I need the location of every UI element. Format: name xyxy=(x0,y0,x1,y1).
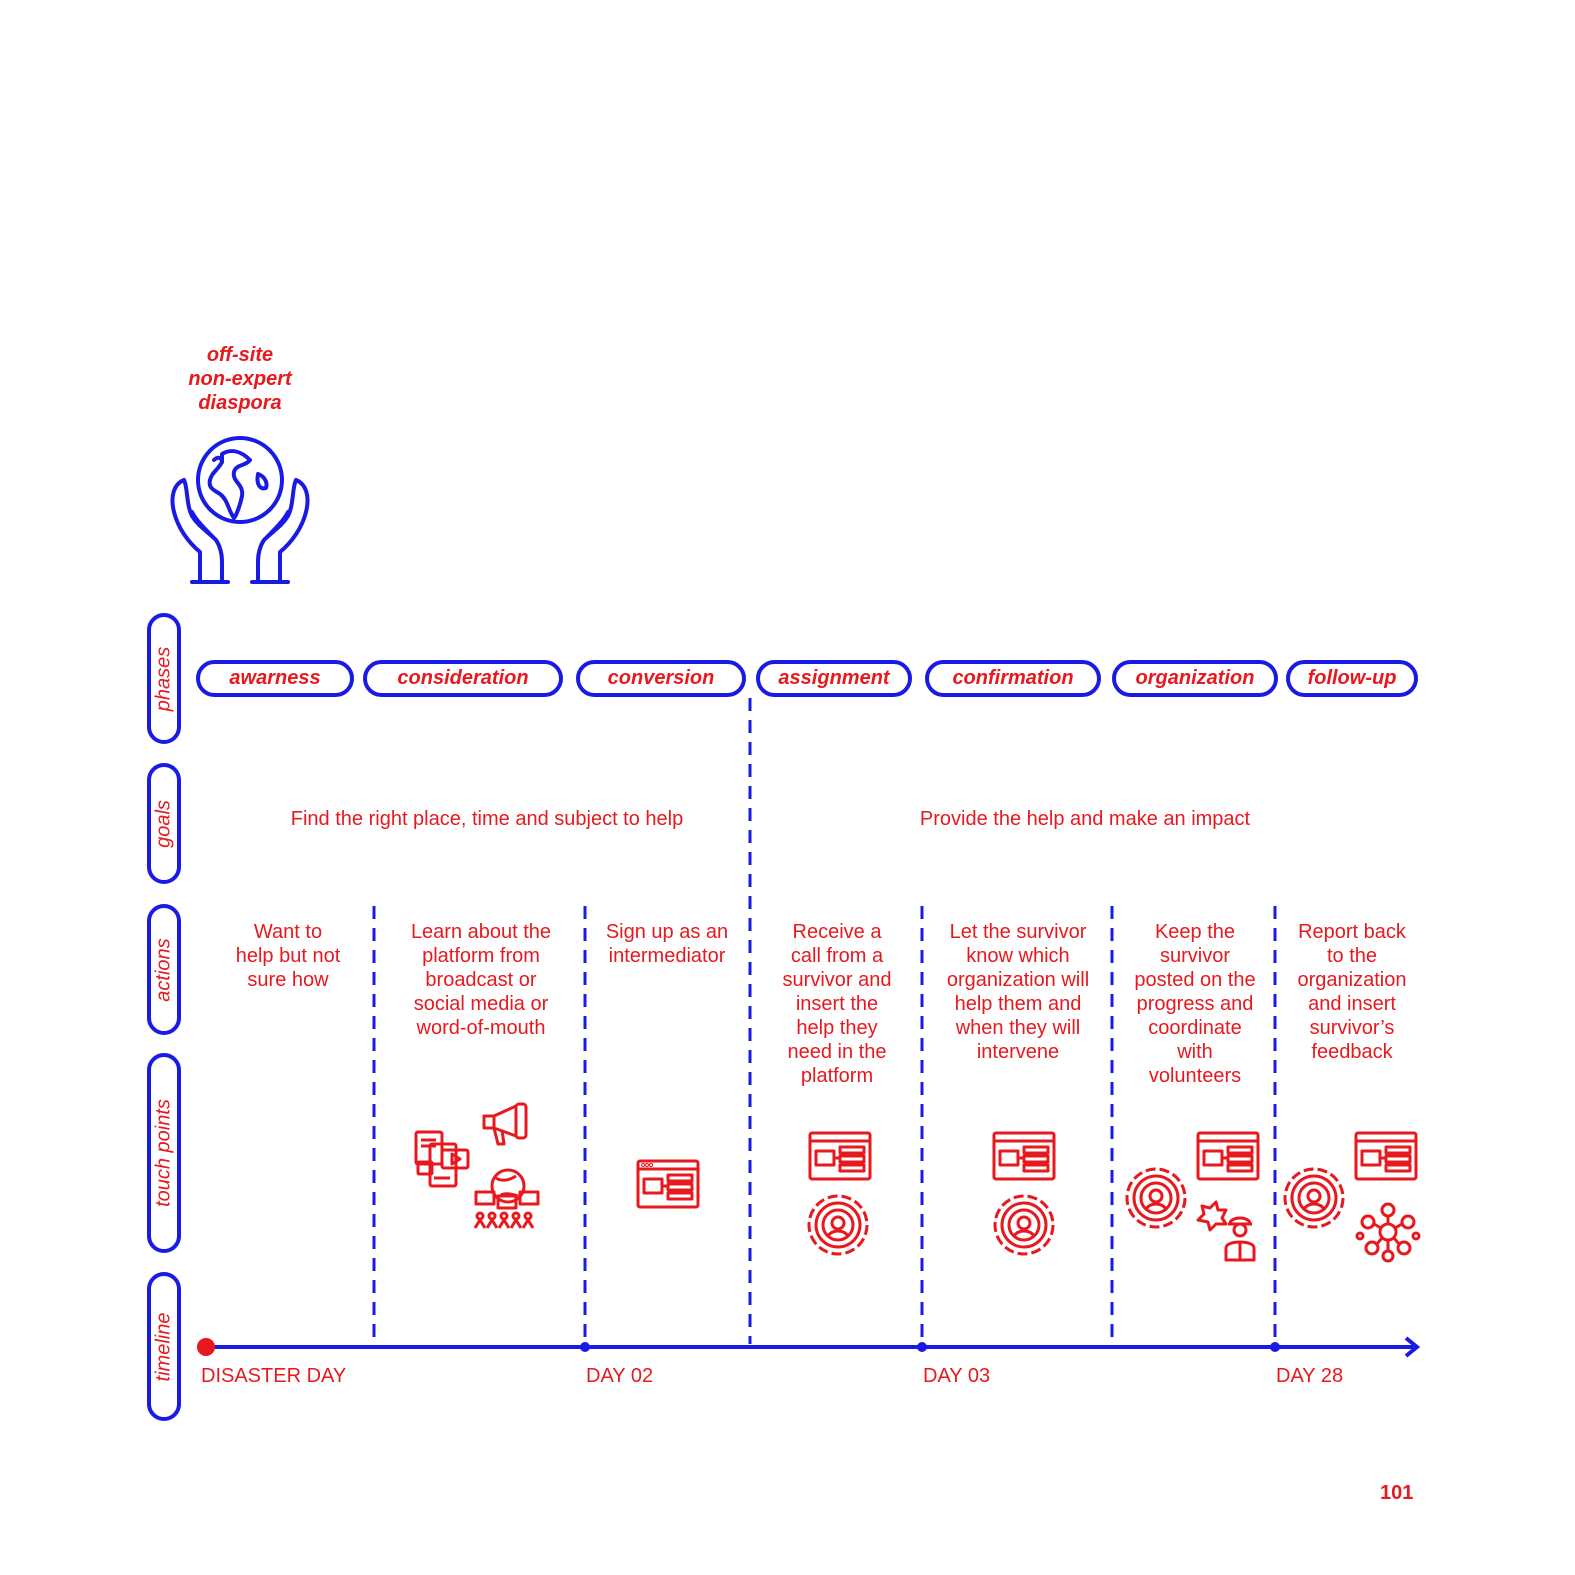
row-label-phases: phases xyxy=(152,646,175,711)
action-line: volunteers xyxy=(1148,1065,1242,1087)
action-line: insert the xyxy=(795,993,879,1015)
timeline-dot xyxy=(1270,1342,1280,1352)
action-line: intervene xyxy=(976,1041,1060,1063)
timeline-dot xyxy=(580,1342,590,1352)
survivor-target-icon xyxy=(1282,1166,1346,1230)
action-line: intermediator xyxy=(608,945,726,967)
web-platform-icon xyxy=(808,1131,872,1181)
action-line: organization xyxy=(1297,969,1407,991)
phase-pill: conversion xyxy=(576,660,746,697)
timeline-day-label: DISASTER DAY xyxy=(201,1365,347,1387)
action-line: platform from xyxy=(422,945,540,967)
timeline-day-label: DAY 02 xyxy=(586,1365,654,1387)
action-line: help them and xyxy=(954,993,1082,1015)
action-line: word-of-mouth xyxy=(416,1017,546,1039)
timeline-day-label: DAY 28 xyxy=(1276,1365,1344,1387)
action-line: feedback xyxy=(1311,1041,1393,1063)
persona-line: diaspora xyxy=(198,392,282,414)
phase-pill: assignment xyxy=(756,660,912,697)
phase-pill: follow-up xyxy=(1286,660,1418,697)
persona-line: off-site xyxy=(206,344,274,366)
phase-pill: consideration xyxy=(363,660,563,697)
page-number: 101 xyxy=(1380,1482,1414,1504)
media-channels-icon xyxy=(412,1128,472,1190)
row-label-timeline: timeline xyxy=(152,1312,175,1381)
action-line: Want to xyxy=(253,921,323,943)
action-line: organization will xyxy=(946,969,1090,991)
action-line: survivor and xyxy=(782,969,892,991)
phase-pill: awarness xyxy=(196,660,354,697)
action-line: call from a xyxy=(790,945,884,967)
action-line: platform xyxy=(800,1065,874,1087)
persona-line: non-expert xyxy=(188,368,292,390)
action-line: survivor xyxy=(1159,945,1230,967)
web-platform-icon xyxy=(1354,1131,1418,1181)
action-line: progress and xyxy=(1136,993,1254,1015)
action-line: and insert xyxy=(1308,993,1396,1015)
action-line: with xyxy=(1177,1041,1213,1063)
action-line: posted on the xyxy=(1134,969,1256,991)
timeline-start-marker xyxy=(198,1339,214,1355)
action-line: sure how xyxy=(247,969,329,991)
action-line: broadcast or xyxy=(425,969,537,991)
action-line: survivor’s xyxy=(1309,1017,1395,1039)
timeline-day-label: DAY 03 xyxy=(923,1365,991,1387)
phase-pill: confirmation xyxy=(925,660,1101,697)
phase-pill: organization xyxy=(1112,660,1278,697)
stakeholder-network-icon xyxy=(1356,1200,1420,1264)
web-platform-icon xyxy=(1196,1131,1260,1181)
action-line: social media or xyxy=(413,993,549,1015)
volunteer-worker-icon xyxy=(1194,1198,1262,1264)
action-line: Let the survivor xyxy=(949,921,1087,943)
action-line: coordinate xyxy=(1148,1017,1242,1039)
row-label-touch-points: touch points xyxy=(152,1099,175,1207)
survivor-target-icon xyxy=(806,1193,870,1257)
community-network-icon xyxy=(470,1168,546,1232)
goal-text: Find the right place, time and subject to help xyxy=(290,808,684,830)
action-line: Receive a xyxy=(792,921,882,943)
megaphone-icon xyxy=(480,1100,532,1148)
action-line: help they xyxy=(796,1017,878,1039)
timeline-dot xyxy=(917,1342,927,1352)
row-label-goals: goals xyxy=(152,799,175,848)
action-line: when they will xyxy=(955,1017,1081,1039)
action-line: Keep the xyxy=(1154,921,1236,943)
survivor-target-icon xyxy=(992,1193,1056,1257)
goal-text: Provide the help and make an impact xyxy=(919,808,1251,830)
action-line: Report back xyxy=(1298,921,1406,943)
web-platform-icon xyxy=(636,1159,700,1209)
survivor-target-icon xyxy=(1124,1166,1188,1230)
action-line: Learn about the xyxy=(410,921,552,943)
action-line: to the xyxy=(1326,945,1378,967)
web-platform-icon xyxy=(992,1131,1056,1181)
action-line: Sign up as an xyxy=(605,921,729,943)
action-line: need in the xyxy=(787,1041,887,1063)
action-line: know which xyxy=(966,945,1070,967)
row-label-actions: actions xyxy=(152,937,175,1002)
action-line: help but not xyxy=(235,945,341,967)
